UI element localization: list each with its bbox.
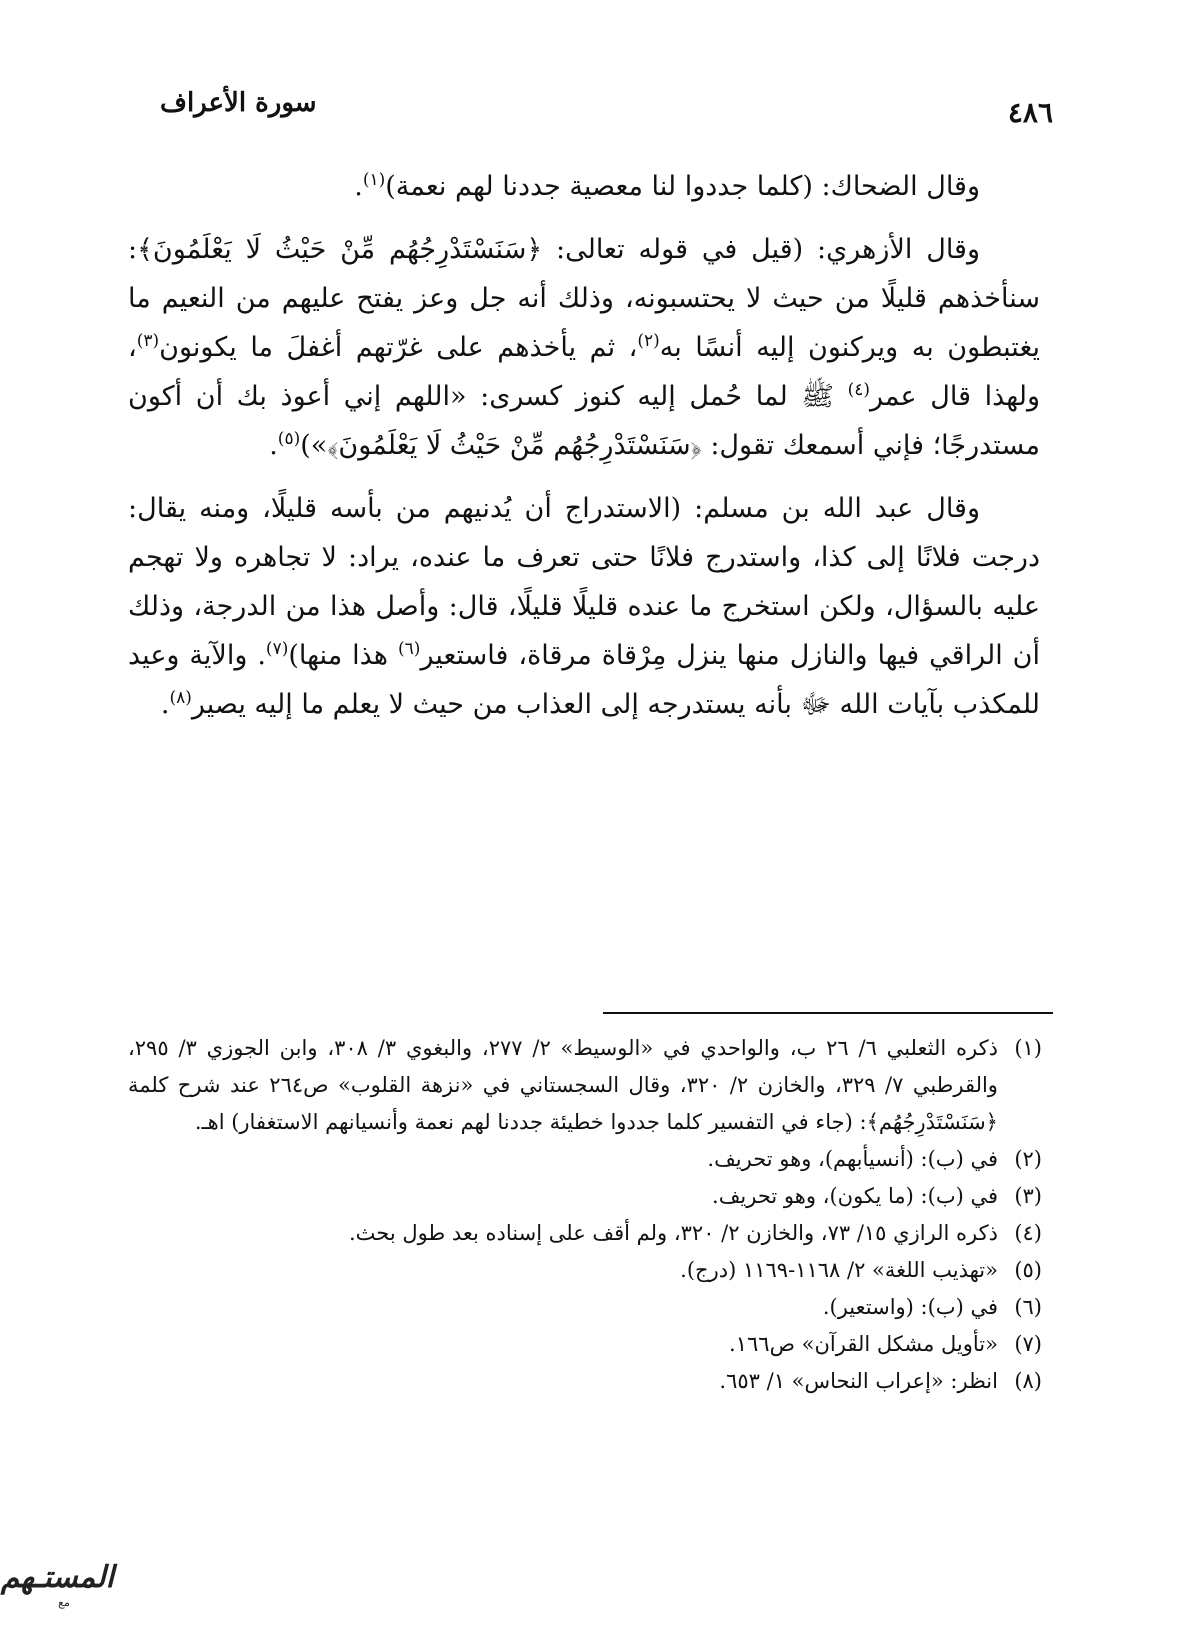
footnote-text: ذكره الثعلبي ٦/ ٢٦ ب، والواحدي في «الوسيط» ٢/ ٢٧٧، والبغوي ٣/ ٣٠٨، وابن الجوزي ٣/ ٢٩٥، والقرطبي ٧/ ٣٢٩، والخازن ٢/ ٣٢٠، وقال السجستاني في «نزهة القلوب» ص٢٦٤ عند شرح كلمة ﴿سَنَسْتَدْرِجُهُم﴾: (جاء في التفسير كلما جددوا خطيئة جددنا لهم نعمة وأنسيانهم الاستغفار) اهـ. (128, 1036, 998, 1134)
running-title: سورة الأعراف (160, 88, 317, 118)
footnote (128, 1252, 1042, 1289)
footnote-text: في (ب): (أنسيأبهم)، وهو تحريف. (707, 1147, 998, 1171)
footnote-text: «تهذيب اللغة» ٢/ ١١٦٨-١١٦٩ (درج). (680, 1258, 998, 1282)
footnote-reference: (١) (362, 170, 386, 190)
footnote-reference: (٦) (398, 639, 421, 659)
footnote-reference: (٧) (265, 639, 289, 659)
footnote (128, 1289, 1042, 1326)
footnote-separator (603, 1012, 1053, 1014)
body-text-segment: . والآية وعيد للمكذب بآيات الله ﷻ بأنه يستدرجه إلى العذاب من حيث لا يعلم ما إليه يصير (128, 640, 1040, 720)
body-text-segment: هذا منها) (288, 640, 399, 671)
body-paragraph (128, 484, 1040, 729)
footnote (128, 1363, 1042, 1400)
body-text-segment: وقال الضحاك: (كلما جددوا لنا معصية جددنا لهم نعمة) (385, 171, 980, 202)
footnote-number: (٣) (1014, 1184, 1042, 1208)
footnote (128, 1326, 1042, 1363)
body-text-segment: . (354, 171, 363, 202)
footnote-number: (٢) (1014, 1147, 1042, 1171)
footnote-reference: (٤) (847, 380, 871, 400)
footnote-text: ذكره الرازي ١٥/ ٧٣، والخازن ٢/ ٣٢٠، ولم أقف على إسناده بعد طول بحث. (349, 1221, 998, 1245)
footnote (128, 1030, 1042, 1141)
body-paragraph (128, 225, 1040, 470)
footnote-reference: (٨) (169, 688, 192, 708)
footnote-number: (٤) (1014, 1221, 1042, 1245)
footnote-text: «تأويل مشكل القرآن» ص١٦٦. (729, 1332, 998, 1356)
footnote-reference: (٢) (637, 331, 660, 351)
body-text-segment: وقال الأزهري: (قيل في قوله تعالى: ﴿سَنَسْتَدْرِجُهُم مِّنْ حَيْثُ لَا يَعْلَمُونَ﴾: سنأخذهم قليلًا من حيث لا يحتسبونه، وذلك أنه جل وعز يفتح عليهم من النعيم ما يغتبطون به ويركنون إليه أنسًا به (128, 234, 1040, 363)
main-text (128, 162, 1040, 743)
footnote-text: انظر: «إعراب النحاس» ١/ ٦٥٣. (719, 1369, 998, 1393)
footnote (128, 1141, 1042, 1178)
footnote-number: (١) (1014, 1036, 1042, 1060)
body-text-segment: ، ثم يأخذهم على غرّتهم أغفلَ ما يكونون (159, 332, 638, 363)
footnote (128, 1178, 1042, 1215)
publisher-logo (0, 1560, 114, 1622)
footnote-text: في (ب): (ما يكون)، وهو تحريف. (712, 1184, 998, 1208)
body-text-segment: . (269, 430, 278, 461)
footnote (128, 1215, 1042, 1252)
logo-mark: المستـهم (0, 1560, 114, 1595)
footnote-number: (٧) (1014, 1332, 1042, 1356)
page-number: ٤٨٦ (1007, 96, 1053, 129)
footnote-number: (٨) (1014, 1369, 1042, 1393)
footnote-reference: (٣) (136, 331, 160, 351)
footnote-number: (٦) (1014, 1295, 1042, 1319)
logo-subtext: مع (58, 1596, 70, 1609)
body-text-segment: . (160, 689, 170, 720)
body-text-segment: ﷺ لما حُمل إليه كنوز كسرى: «اللهم إني أعوذ بك أن أكون مستدرجًا؛ فإني أسمعك تقول: ﴿سَنَسْتَدْرِجُهُم مِّنْ حَيْثُ لَا يَعْلَمُونَ﴾») (128, 381, 1040, 461)
footnote-number: (٥) (1014, 1258, 1042, 1282)
footnotes-list (128, 1030, 1042, 1400)
body-paragraph (128, 162, 1040, 211)
footnote-reference: (٥) (277, 429, 301, 449)
footnote-text: في (ب): (واستعير). (822, 1295, 998, 1319)
body-text-segment: ، ولهذا قال عمر (128, 332, 1040, 412)
body-text-segment: وقال عبد الله بن مسلم: (الاستدراج أن يُدنيهم من بأسه قليلًا، ومنه يقال: درجت فلانًا إلى كذا، واستدرج فلانًا حتى تعرف ما عنده، يراد: لا تجاهره ولا تهجم عليه بالسؤال، ولكن استخرج ما عنده قليلًا قليلًا، قال: وأصل هذا من الدرجة، وذلك أن الراقي فيها والنازل منها ينزل مِرْقاة مرقاة، فاستعير (128, 493, 1040, 671)
